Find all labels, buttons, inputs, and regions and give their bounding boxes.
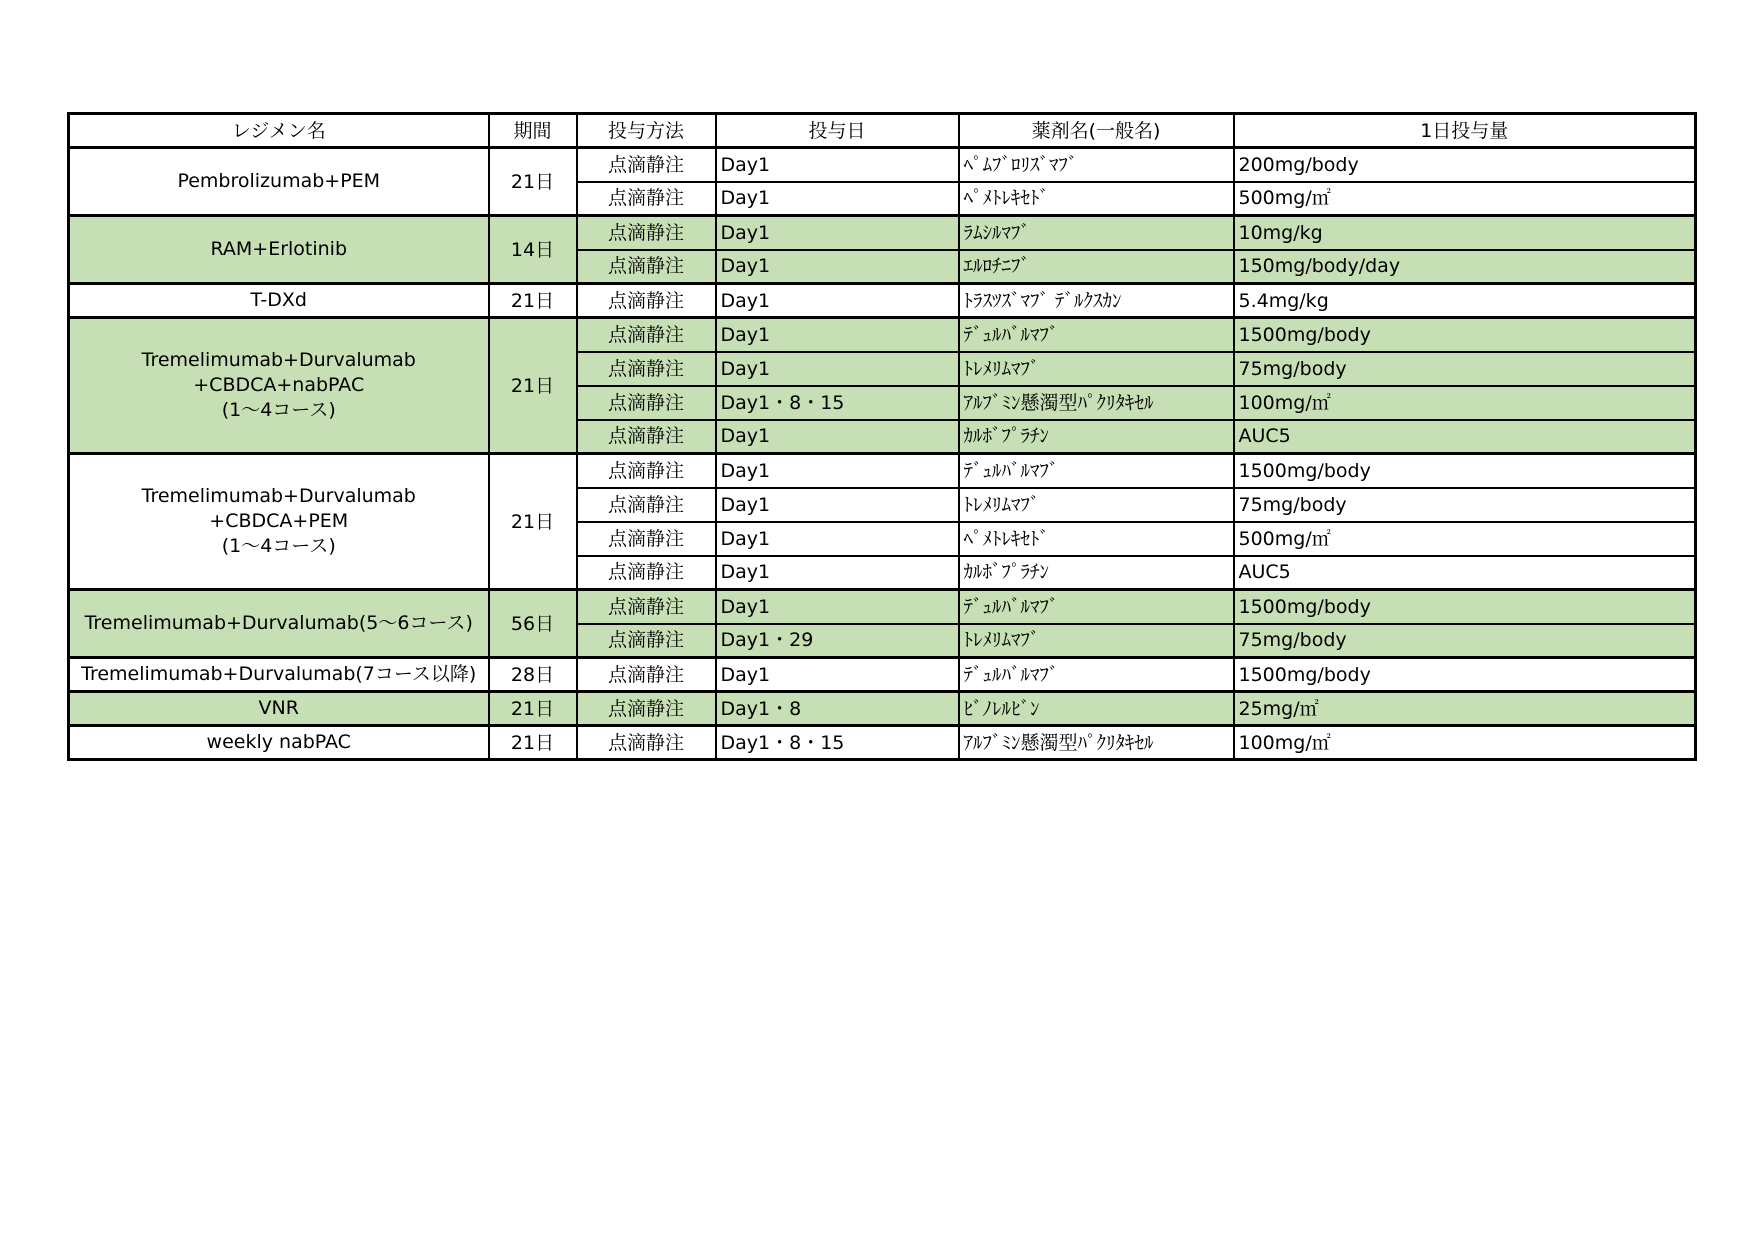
table-row [69,216,1696,250]
period-cell: 14日 [489,216,577,284]
daily-dose-cell: 150mg/body/day [1234,250,1696,284]
period-cell: 21日 [489,284,577,318]
admin-day-cell: Day1 [716,250,959,284]
daily-dose-cell: 1500mg/body [1234,318,1696,352]
route-cell: 点滴静注 [577,692,716,726]
header-admin-day: 投与日 [716,114,959,148]
daily-dose-cell: 100mg/㎡ [1234,726,1696,760]
daily-dose-cell: 5.4mg/kg [1234,284,1696,318]
header-drug-name: 薬剤名(一般名) [959,114,1234,148]
regimen-name-cell: VNR [69,692,489,726]
daily-dose-cell: AUC5 [1234,420,1696,454]
route-cell: 点滴静注 [577,352,716,386]
period-cell: 21日 [489,148,577,216]
regimen-name-cell: T-DXd [69,284,489,318]
regimen-name-cell: weekly nabPAC [69,726,489,760]
drug-name-cell: ﾃﾞｭﾙﾊﾞﾙﾏﾌﾞ [959,318,1234,352]
regimen-name-cell: RAM+Erlotinib [69,216,489,284]
route-cell: 点滴静注 [577,726,716,760]
table-row [69,590,1696,624]
period-cell: 21日 [489,692,577,726]
header-row [69,114,1696,148]
daily-dose-cell: 75mg/body [1234,488,1696,522]
daily-dose-cell: 1500mg/body [1234,454,1696,488]
drug-name-cell: ﾍﾟﾒﾄﾚｷｾﾄﾞ [959,522,1234,556]
daily-dose-cell: 10mg/kg [1234,216,1696,250]
header-period: 期間 [489,114,577,148]
drug-name-cell: ｶﾙﾎﾞﾌﾟﾗﾁﾝ [959,556,1234,590]
admin-day-cell: Day1・8 [716,692,959,726]
daily-dose-cell: 1500mg/body [1234,590,1696,624]
drug-name-cell: ｱﾙﾌﾞﾐﾝ懸濁型ﾊﾟｸﾘﾀｷｾﾙ [959,386,1234,420]
admin-day-cell: Day1 [716,420,959,454]
regimen-name-cell: Tremelimumab+Durvalumab +CBDCA+nabPAC (1～4コース) [69,318,489,454]
route-cell: 点滴静注 [577,420,716,454]
header-daily-dose: 1日投与量 [1234,114,1696,148]
drug-name-cell: ﾄﾚﾒﾘﾑﾏﾌﾞ [959,488,1234,522]
drug-name-cell: ｴﾙﾛﾁﾆﾌﾞ [959,250,1234,284]
table-row [69,692,1696,726]
daily-dose-cell: AUC5 [1234,556,1696,590]
period-cell: 56日 [489,590,577,658]
route-cell: 点滴静注 [577,488,716,522]
table-row [69,148,1696,182]
admin-day-cell: Day1・8・15 [716,726,959,760]
table-body [69,148,1696,760]
daily-dose-cell: 500mg/㎡ [1234,182,1696,216]
drug-name-cell: ﾄﾗｽﾂｽﾞﾏﾌﾞ ﾃﾞﾙｸｽｶﾝ [959,284,1234,318]
daily-dose-cell: 75mg/body [1234,624,1696,658]
admin-day-cell: Day1・29 [716,624,959,658]
admin-day-cell: Day1 [716,318,959,352]
drug-name-cell: ｶﾙﾎﾞﾌﾟﾗﾁﾝ [959,420,1234,454]
admin-day-cell: Day1 [716,284,959,318]
drug-name-cell: ﾍﾟﾑﾌﾞﾛﾘｽﾞﾏﾌﾞ [959,148,1234,182]
route-cell: 点滴静注 [577,522,716,556]
route-cell: 点滴静注 [577,250,716,284]
admin-day-cell: Day1 [716,658,959,692]
route-cell: 点滴静注 [577,454,716,488]
route-cell: 点滴静注 [577,624,716,658]
header-regimen-name: レジメン名 [69,114,489,148]
daily-dose-cell: 500mg/㎡ [1234,522,1696,556]
daily-dose-cell: 25mg/㎡ [1234,692,1696,726]
route-cell: 点滴静注 [577,148,716,182]
route-cell: 点滴静注 [577,284,716,318]
admin-day-cell: Day1・8・15 [716,386,959,420]
drug-name-cell: ﾍﾟﾒﾄﾚｷｾﾄﾞ [959,182,1234,216]
period-cell: 28日 [489,658,577,692]
period-cell: 21日 [489,318,577,454]
drug-name-cell: ﾄﾚﾒﾘﾑﾏﾌﾞ [959,624,1234,658]
route-cell: 点滴静注 [577,318,716,352]
daily-dose-cell: 100mg/㎡ [1234,386,1696,420]
route-cell: 点滴静注 [577,590,716,624]
regimen-name-cell: Tremelimumab+Durvalumab(5～6コース) [69,590,489,658]
admin-day-cell: Day1 [716,216,959,250]
header-route: 投与方法 [577,114,716,148]
period-cell: 21日 [489,726,577,760]
drug-name-cell: ｱﾙﾌﾞﾐﾝ懸濁型ﾊﾟｸﾘﾀｷｾﾙ [959,726,1234,760]
regimen-name-cell: Tremelimumab+Durvalumab +CBDCA+PEM (1～4コース) [69,454,489,590]
admin-day-cell: Day1 [716,488,959,522]
admin-day-cell: Day1 [716,590,959,624]
table-row [69,658,1696,692]
regimen-table [67,112,1697,761]
admin-day-cell: Day1 [716,522,959,556]
table-row [69,284,1696,318]
route-cell: 点滴静注 [577,556,716,590]
admin-day-cell: Day1 [716,454,959,488]
admin-day-cell: Day1 [716,556,959,590]
daily-dose-cell: 75mg/body [1234,352,1696,386]
drug-name-cell: ﾗﾑｼﾙﾏﾌﾞ [959,216,1234,250]
drug-name-cell: ﾃﾞｭﾙﾊﾞﾙﾏﾌﾞ [959,454,1234,488]
route-cell: 点滴静注 [577,182,716,216]
drug-name-cell: ﾃﾞｭﾙﾊﾞﾙﾏﾌﾞ [959,658,1234,692]
route-cell: 点滴静注 [577,216,716,250]
daily-dose-cell: 200mg/body [1234,148,1696,182]
route-cell: 点滴静注 [577,658,716,692]
table-row [69,454,1696,488]
regimen-name-cell: Tremelimumab+Durvalumab(7コース以降) [69,658,489,692]
table-row [69,726,1696,760]
daily-dose-cell: 1500mg/body [1234,658,1696,692]
admin-day-cell: Day1 [716,182,959,216]
drug-name-cell: ﾃﾞｭﾙﾊﾞﾙﾏﾌﾞ [959,590,1234,624]
admin-day-cell: Day1 [716,148,959,182]
regimen-name-cell: Pembrolizumab+PEM [69,148,489,216]
drug-name-cell: ﾋﾞﾉﾚﾙﾋﾞﾝ [959,692,1234,726]
table-row [69,318,1696,352]
period-cell: 21日 [489,454,577,590]
route-cell: 点滴静注 [577,386,716,420]
admin-day-cell: Day1 [716,352,959,386]
drug-name-cell: ﾄﾚﾒﾘﾑﾏﾌﾞ [959,352,1234,386]
